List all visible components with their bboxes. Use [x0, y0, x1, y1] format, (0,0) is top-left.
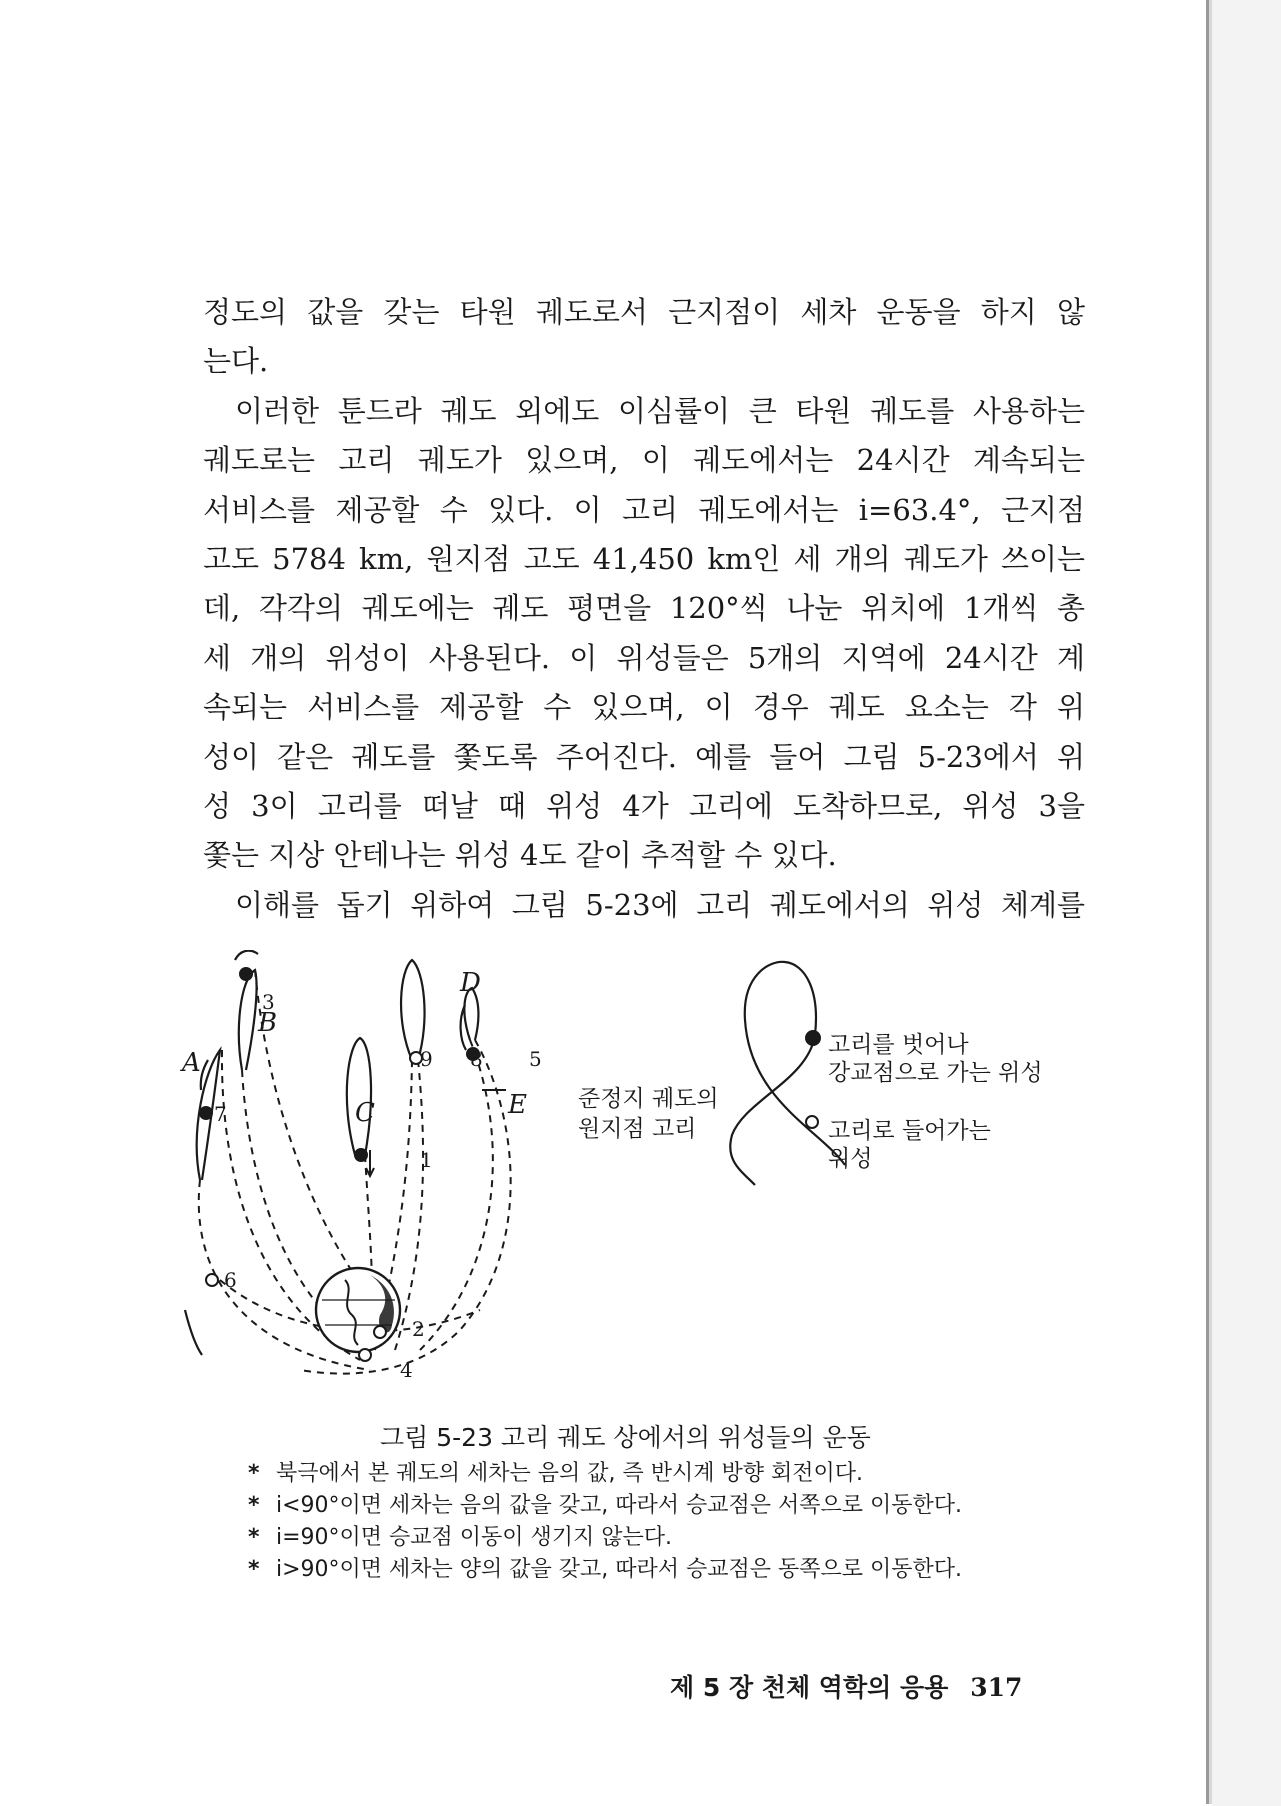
note-item	[248, 1554, 1108, 1586]
sat-label-1: 1	[420, 1148, 433, 1172]
body-line: 정도의 값을 갖는 타원 궤도로서 근지점이 세차 운동을 하지 않	[203, 295, 1085, 329]
sat-label-6: 6	[224, 1268, 237, 1292]
body-line: 궤도로는 고리 궤도가 있으며, 이 궤도에서는 24시간 계속되는	[203, 443, 1085, 478]
body-line: 속되는 서비스를 제공할 수 있으며, 이 경우 궤도 요소는 각 위	[203, 690, 1085, 725]
body-line: 성이 같은 궤도를 쫓도록 주어진다. 예를 들어 그림 5-23에서 위	[203, 739, 1085, 774]
satellite-1	[355, 1149, 367, 1161]
loop-label-a: A	[182, 1048, 201, 1078]
note-text: i<90°이면 세차는 음의 값을 갖고, 따라서 승교점은 서쪽으로 이동한다.	[276, 1493, 963, 1518]
figure-caption: 그림 5-23 고리 궤도 상에서의 위성들의 운동	[380, 1423, 871, 1452]
legend-satellite-leaving	[806, 1031, 820, 1045]
satellite-4	[359, 1349, 371, 1361]
sat-label-9: 9	[420, 1047, 433, 1071]
legend-entering-line1: 고리로 들어가는	[828, 1118, 991, 1144]
body-text	[203, 288, 1085, 930]
page-number: 317	[970, 1673, 1023, 1702]
sat-label-4: 4	[400, 1358, 413, 1382]
body-line: 고도 5784 km, 원지점 고도 41,450 km인 세 개의 궤도가 쓰이는	[203, 542, 1085, 577]
note-text: 북극에서 본 궤도의 세차는 음의 값, 즉 반시계 방향 회전이다.	[276, 1461, 863, 1486]
legend-satellite-entering	[806, 1116, 818, 1128]
legend-entering-line2: 위성	[828, 1146, 873, 1172]
body-line: 쫓는 지상 안테나는 위성 4도 같이 추적할 수 있다.	[203, 838, 837, 873]
note-bullet: *	[248, 1557, 260, 1582]
legend-leaving-line2: 강교점으로 가는 위성	[828, 1060, 1043, 1086]
figure-notes	[248, 1458, 1108, 1586]
orbit-diagram	[180, 950, 1120, 1410]
note-bullet: *	[248, 1493, 260, 1518]
satellite-6	[206, 1274, 218, 1286]
chapter-title: 제 5 장 천체 역학의 응용	[670, 1673, 949, 1702]
note-item	[248, 1458, 1108, 1490]
loop-label-c: C	[355, 1098, 375, 1128]
note-text: i=90°이면 승교점 이동이 생기지 않는다.	[276, 1525, 673, 1550]
page-footer	[670, 1668, 1022, 1704]
body-line: 이해를 돕기 위하여 그림 5-23에 고리 궤도에서의 위성 체계를	[235, 887, 1085, 922]
loop-label-e: E	[508, 1090, 527, 1120]
sat-label-8: 8	[470, 1047, 483, 1071]
note-text: i>90°이면 세차는 양의 값을 갖고, 따라서 승교점은 동쪽으로 이동한다.	[276, 1557, 963, 1582]
note-item	[248, 1490, 1108, 1522]
note-bullet: *	[248, 1525, 260, 1550]
body-line: 데, 각각의 궤도에는 궤도 평면을 120°씩 나눈 위치에 1개씩 총	[203, 591, 1085, 626]
satellite-2	[374, 1326, 386, 1338]
body-line: 서비스를 제공할 수 있다. 이 고리 궤도에서는 i=63.4°, 근지점	[203, 492, 1085, 527]
loop-orbit-figure	[180, 950, 1120, 1410]
sat-label-3: 3	[262, 990, 275, 1014]
page-gutter	[1212, 0, 1281, 1806]
legend-leaving-line1: 고리를 벗어나	[828, 1032, 969, 1058]
satellite-3	[240, 968, 252, 980]
loop-c	[347, 1038, 371, 1155]
earth-globe	[316, 1268, 400, 1352]
apogee-label-line2: 원지점 고리	[578, 1116, 697, 1142]
body-line: 성 3이 고리를 떠날 때 위성 4가 고리에 도착하므로, 위성 3을	[203, 789, 1085, 824]
body-line: 세 개의 위성이 사용된다. 이 위성들은 5개의 지역에 24시간 계	[203, 640, 1085, 675]
loop-label-b: B	[258, 1008, 278, 1038]
sat-label-5: 5	[529, 1047, 542, 1071]
note-bullet: *	[248, 1461, 260, 1486]
body-line: 이러한 툰드라 궤도 외에도 이심률이 큰 타원 궤도를 사용하는	[235, 393, 1085, 428]
apogee-label-line1: 준정지 궤도의	[578, 1086, 719, 1112]
loop-label-d: D	[460, 968, 481, 998]
loop-d	[401, 960, 424, 1060]
sat-label-7: 7	[214, 1102, 227, 1126]
sat-label-2: 2	[412, 1317, 425, 1341]
body-line: 는다.	[203, 344, 269, 379]
loop-b	[239, 970, 257, 1070]
satellite-7	[200, 1107, 212, 1119]
note-item	[248, 1522, 1108, 1554]
